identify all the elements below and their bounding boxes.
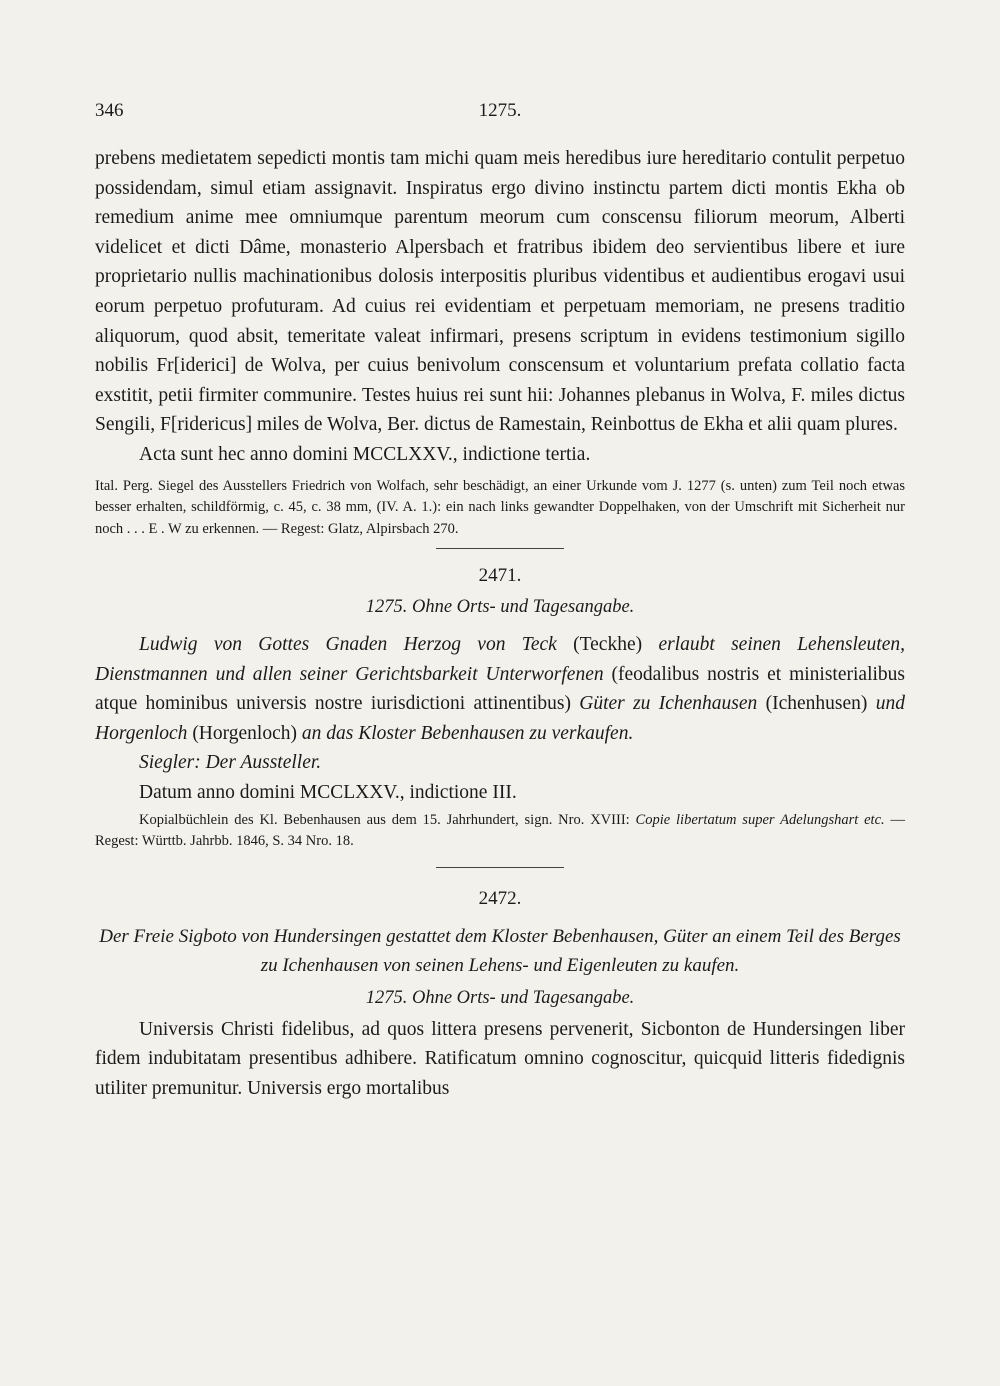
section-divider	[436, 548, 564, 549]
text-2472: Universis Christi fidelibus, ad quos littera presens pervenerit, Sicbonton de Hundersingen liber fidem indubitatam presentibus adhibere. Ratificatum omnino cognoscitur, quicquid litteris fidedignis utiliter premunitur. Universis ergo mortalibus	[95, 1018, 905, 1099]
summary-part: (Ichenhusen)	[757, 693, 876, 715]
continuation-paragraph: prebens medietatem sepedicti montis tam michi quam meis heredibus iure hereditario contulit perpetuo possidendam, simul etiam assignavit. Inspiratus ergo divino instinctu partem dicti montis Ekha ob remedium anime mee omniumque parentum meorum cum conscensu filiorum meorum, Alberti videlicet et dicti Dâme, monasterio Alpersbach et fratribus ibidem deo servientibus libere et iure proprietario nullis machinationibus dolosis interpositis pluribus videntibus et audientibus erogavi usui eorum perpetuo profuturam. Ad cuius rei evidentiam et perpetuam memoriam, ne presens traditio aliquorum, quod absit, temeritate valeat infirmari, presens scriptum in evidens testimonium sigillo nobilis Fr[iderici] de Wolva, per cuius benivolum conscensum et voluntarium prefata collatio facta exstitit, petii firmiter communire. Testes huius rei sunt hii: Johannes plebanus in Wolva, F. miles dictus Sengili, F[ridericus] miles de Wolva, Ber. dictus de Ramestain, Reinbottus de Ekha et alii quam plures.	[95, 148, 905, 436]
heading-2472: Der Freie Sigboto von Hundersingen gestattet dem Kloster Bebenhausen, Güter an einem Teil des Berges zu Ichenhausen von seinen Lehens- und Eigenleuten zu kaufen.	[99, 925, 901, 976]
acta-line: Acta sunt hec anno domini MCCLXXV., indictione tertia.	[139, 443, 591, 465]
page-body	[95, 144, 905, 1103]
note-part: Kopialbüchlein des Kl. Bebenhausen aus dem 15. Jahrhundert, sign. Nro. XVIII:	[139, 811, 636, 828]
note-part: Copie libertatum super Adelungshart etc.	[635, 811, 885, 828]
note-part: — Regest: Württb. Jahrbb. 1846, S. 34 Nro. 18.	[95, 811, 905, 850]
siegler-line: Siegler: Der Aussteller.	[139, 752, 322, 774]
running-year: 1275.	[478, 100, 522, 121]
footnote-2470: Ital. Perg. Siegel des Ausstellers Friedrich von Wolfach, sehr beschädigt, an einer Urkunde vom J. 1277 (s. unten) zum Teil noch etwas besser erhalten, schildförmig, c. 45, c. 38 mm, (IV. A. 1.): ein nach links gewandter Doppelhaken, von der Umschrift mit Sicherheit nur noch . . . E . W zu erkennen. — Regest: Glatz, Alpirsbach 270.	[95, 477, 905, 537]
summary-part: (Horgenloch)	[187, 722, 302, 744]
document-number-2471: 2471.	[478, 565, 522, 587]
document-date-2471: 1275. Ohne Orts- und Tagesangabe.	[365, 597, 635, 618]
summary-part: an das Kloster Bebenhausen zu verkaufen.	[301, 722, 634, 744]
summary-2471	[95, 630, 905, 748]
datum-line: Datum anno domini MCCLXXV., indictione III.	[139, 782, 517, 803]
summary-part: (Teckhe)	[556, 634, 659, 656]
document-number-2472: 2472.	[478, 887, 522, 909]
running-header	[95, 100, 905, 134]
page-number: 346	[95, 100, 124, 121]
summary-part: erlaubt seinen Lehensleuten, Dienstmannen und allen seiner Gerichtsbarkeit Unterworfenen	[95, 634, 905, 685]
footnote-2471	[95, 810, 905, 853]
summary-part: (feodalibus nostris et ministerialibus atque hominibus universis nostre iurisdictioni attinentibus)	[95, 663, 905, 715]
summary-part: Ludwig von Gottes Gnaden Herzog von Teck	[139, 634, 557, 656]
document-date-2472: 1275. Ohne Orts- und Tagesangabe.	[365, 987, 635, 1008]
summary-part: Güter zu Ichenhausen	[579, 693, 758, 715]
summary-part: und Horgenloch	[95, 693, 905, 744]
section-divider	[436, 867, 564, 868]
